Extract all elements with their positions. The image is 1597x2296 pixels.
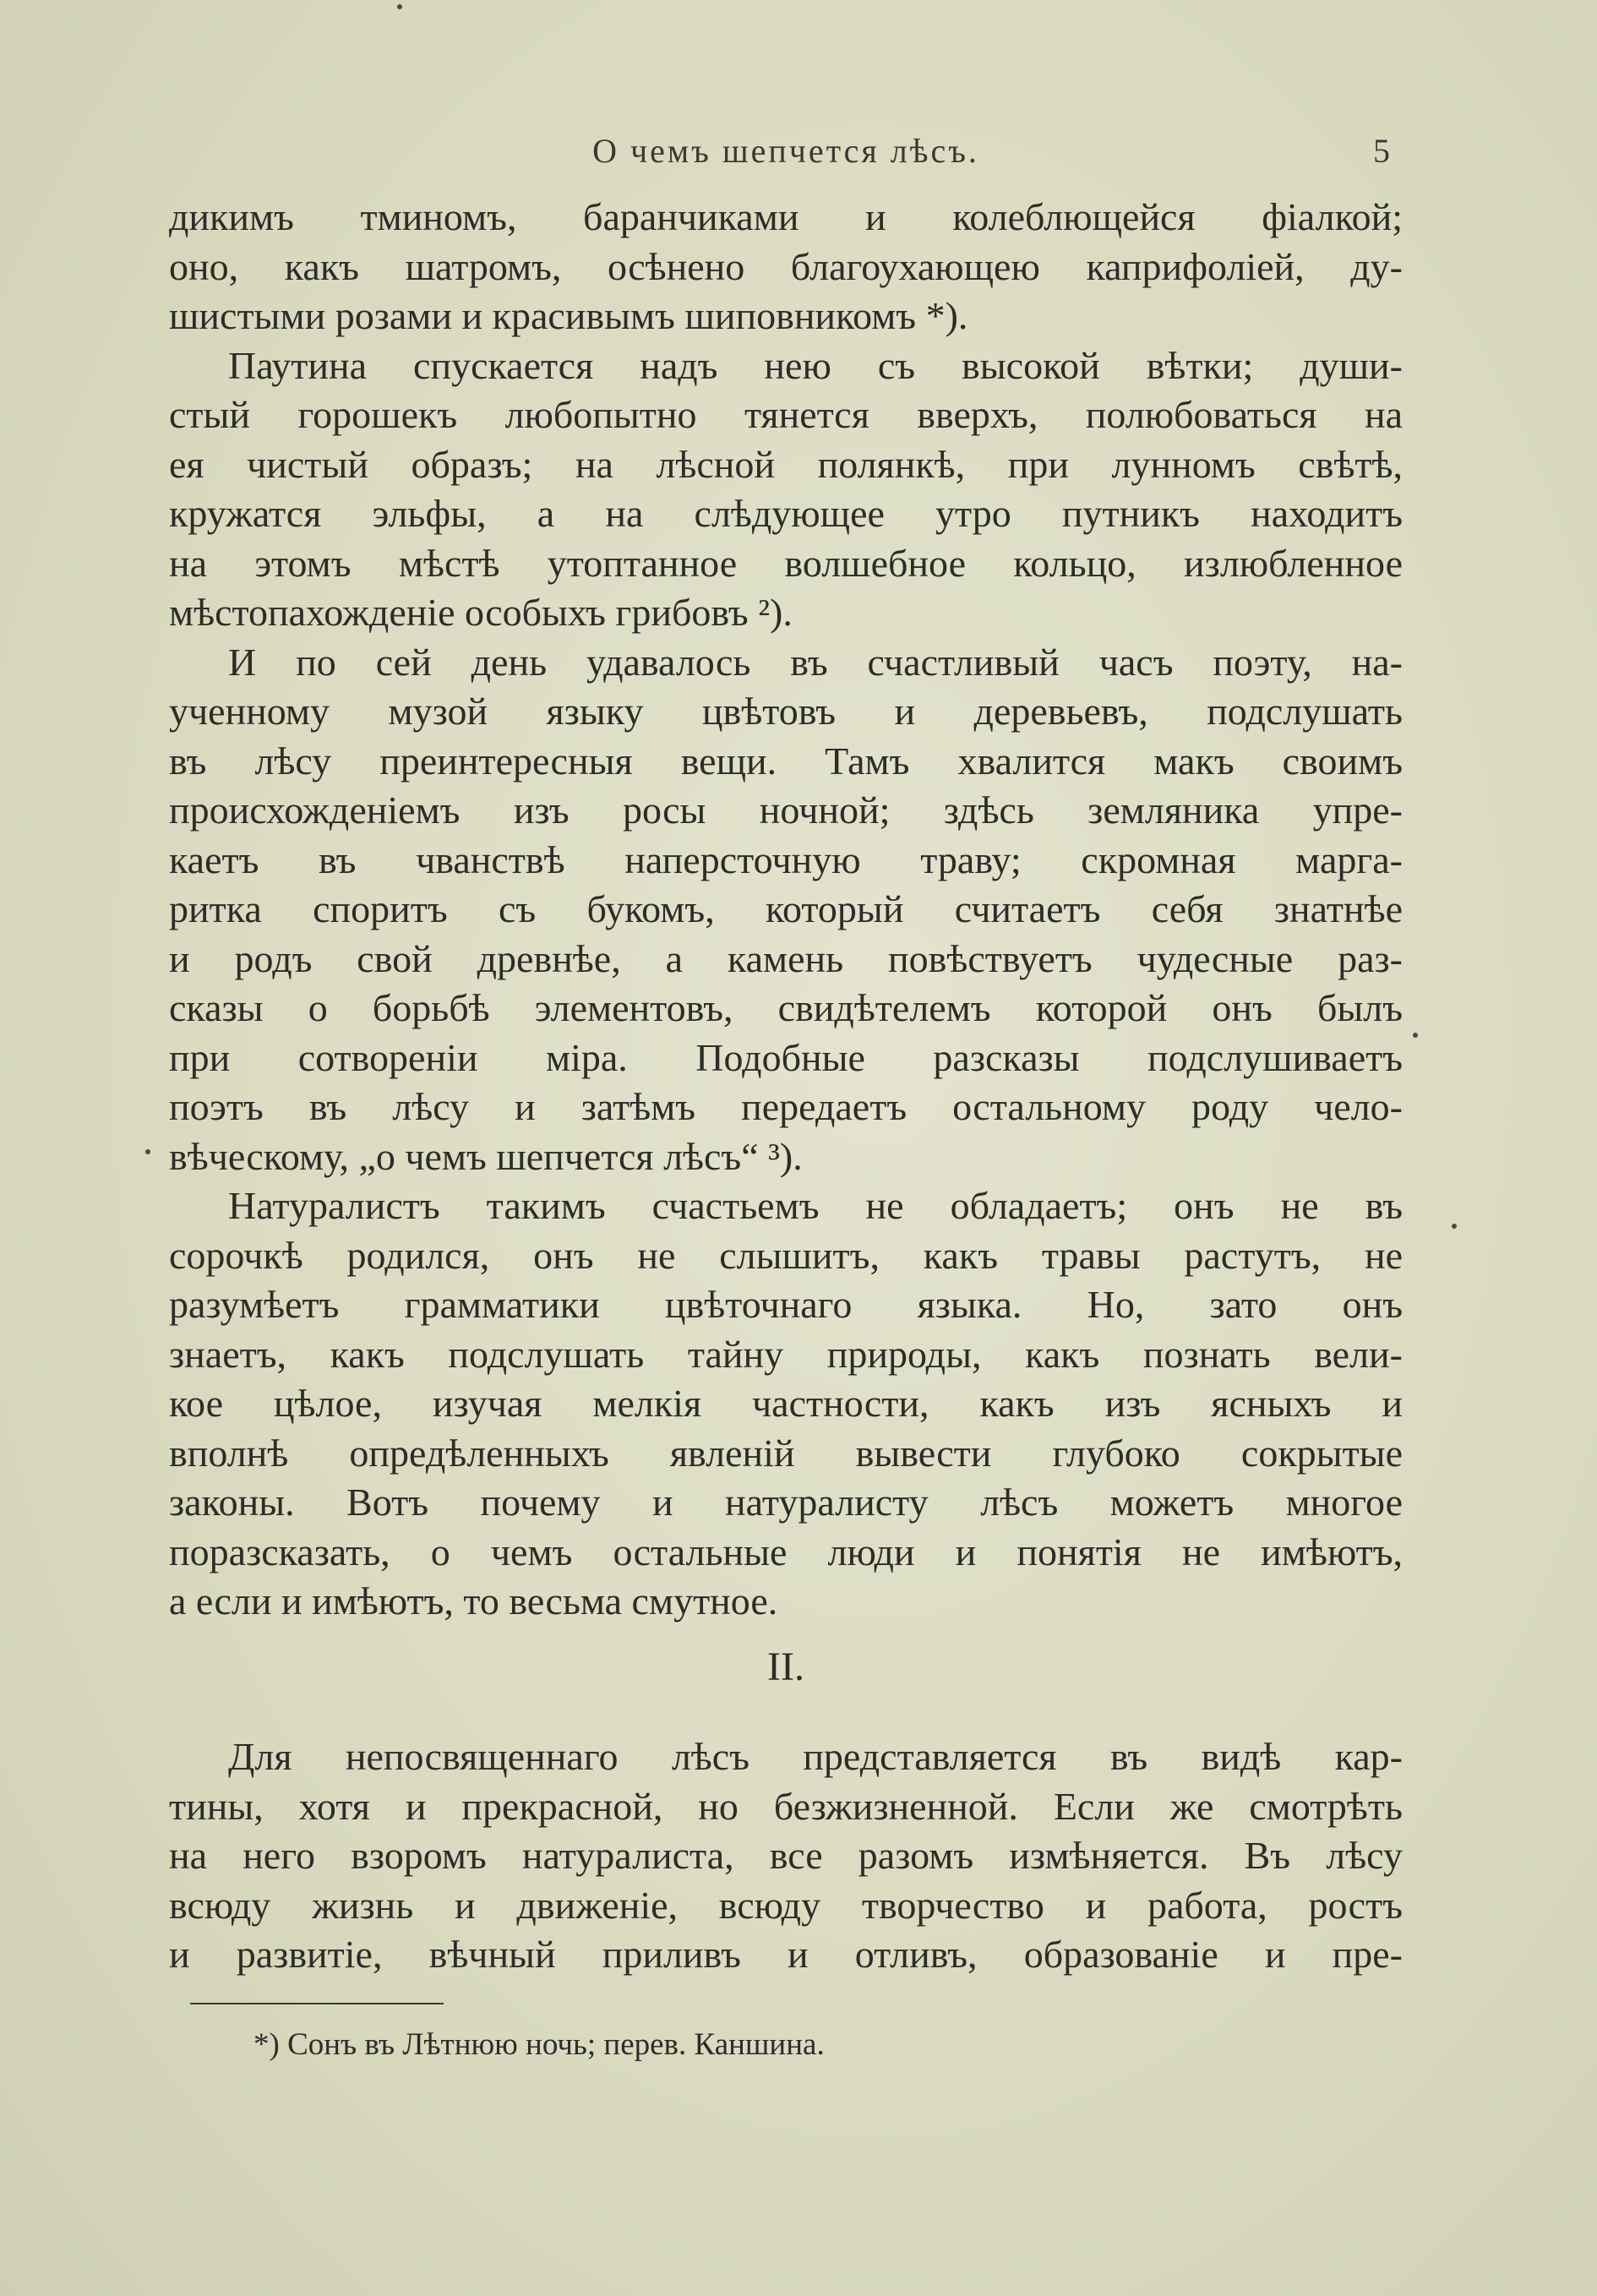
text-line: сказы о борьбѣ элементовъ, свидѣтелемъ которой онъ былъ <box>169 986 1403 1029</box>
text-line: Для непосвященнаго лѣсъ представляется въ видѣ кар- <box>228 1735 1403 1778</box>
paper-speck <box>145 1149 150 1154</box>
section-text <box>169 1732 1403 1980</box>
text-line: знаетъ, какъ подслушать тайну природы, какъ познать вели- <box>169 1332 1403 1376</box>
text-line: и родъ свой древнѣе, а камень повѣствуетъ чудесные раз- <box>169 936 1403 980</box>
text-line: при сотвореніи міра. Подобные разсказы подслушиваетъ <box>169 1035 1403 1079</box>
section-heading: II. <box>767 1644 804 1689</box>
text-line: шистыми розами и красивымъ шиповникомъ *). <box>169 294 968 337</box>
text-line: вполнѣ опредѣленныхъ явленій вывести глубоко сокрытые <box>169 1431 1403 1475</box>
text-line: ея чистый образъ; на лѣсной полянкѣ, при лунномъ свѣтѣ, <box>169 442 1403 486</box>
text-line: всюду жизнь и движеніе, всюду творчество и работа, ростъ <box>169 1883 1403 1927</box>
text-line: а если и имѣютъ, то весьма смутное. <box>169 1579 778 1622</box>
text-line: сорочкѣ родился, онъ не слышитъ, какъ травы растутъ, не <box>169 1233 1403 1277</box>
text-line: каетъ въ чванствѣ наперсточную траву; скромная марга- <box>169 837 1403 881</box>
text-line: Паутина спускается надъ нею съ высокой вѣтки; души- <box>228 343 1403 387</box>
text-line: оно, какъ шатромъ, осѣнено благоухающею каприфоліей, ду- <box>169 244 1403 288</box>
running-title: О чемъ шепчется лѣсъ. <box>592 132 979 170</box>
text-line: Натуралистъ такимъ счастьемъ не обладаетъ; онъ не въ <box>228 1184 1403 1227</box>
paper-speck <box>1413 1033 1418 1038</box>
text-line: въ лѣсу преинтересныя вещи. Тамъ хвалится макъ своимъ <box>169 739 1403 783</box>
text-line: вѣческому, „о чемъ шепчется лѣсъ“ ³). <box>169 1134 803 1178</box>
text-line: стый горошекъ любопытно тянется вверхъ, полюбоваться на <box>169 393 1403 436</box>
paper-speck <box>1452 1224 1457 1229</box>
text-line: кое цѣлое, изучая мелкія частности, какъ изъ ясныхъ и <box>169 1382 1403 1425</box>
text-line: дикимъ тминомъ, баранчиками и колеблющейся фіалкой; <box>169 195 1403 238</box>
text-line: кружатся эльфы, а на слѣдующее утро путникъ находитъ <box>169 492 1403 535</box>
text-line: поразсказать, о чемъ остальные люди и понятія не имѣютъ, <box>169 1530 1403 1573</box>
text-line: законы. Вотъ почему и натуралисту лѣсъ можетъ многое <box>169 1481 1403 1524</box>
footnote: *) Сонъ въ Лѣтнюю ночь; перев. Каншина. <box>253 2027 825 2062</box>
text-line: мѣстопахожденіе особыхъ грибовъ ²). <box>169 591 793 634</box>
text-line: на этомъ мѣстѣ утоптанное волшебное кольцо, излюбленное <box>169 541 1403 585</box>
footnote-divider <box>190 2003 444 2004</box>
text-line: ритка споритъ съ букомъ, который считаетъ себя знатнѣе <box>169 887 1403 930</box>
text-line: разумѣетъ грамматики цвѣточнаго языка. Но, зато онъ <box>169 1283 1403 1326</box>
text-line: И по сей день удавалось въ счастливый часъ поэту, на- <box>228 640 1403 684</box>
text-line: на него взоромъ натуралиста, все разомъ измѣняется. Въ лѣсу <box>169 1834 1403 1877</box>
page-header <box>169 131 1403 182</box>
text-line: поэтъ въ лѣсу и затѣмъ передаетъ остальному роду чело- <box>169 1085 1403 1128</box>
text-line: тины, хотя и прекрасной, но безжизненной. Если же смотрѣть <box>169 1784 1403 1828</box>
text-line: и развитіе, вѣчный приливъ и отливъ, образованіе и пре- <box>169 1933 1403 1976</box>
text-line: происхожденіемъ изъ росы ночной; здѣсь земляника упре- <box>169 788 1403 832</box>
page-number: 5 <box>1373 132 1390 170</box>
main-text <box>169 193 1403 1627</box>
paper-speck <box>397 4 402 9</box>
text-line: ученному музой языку цвѣтовъ и деревьевъ, подслушать <box>169 690 1403 733</box>
